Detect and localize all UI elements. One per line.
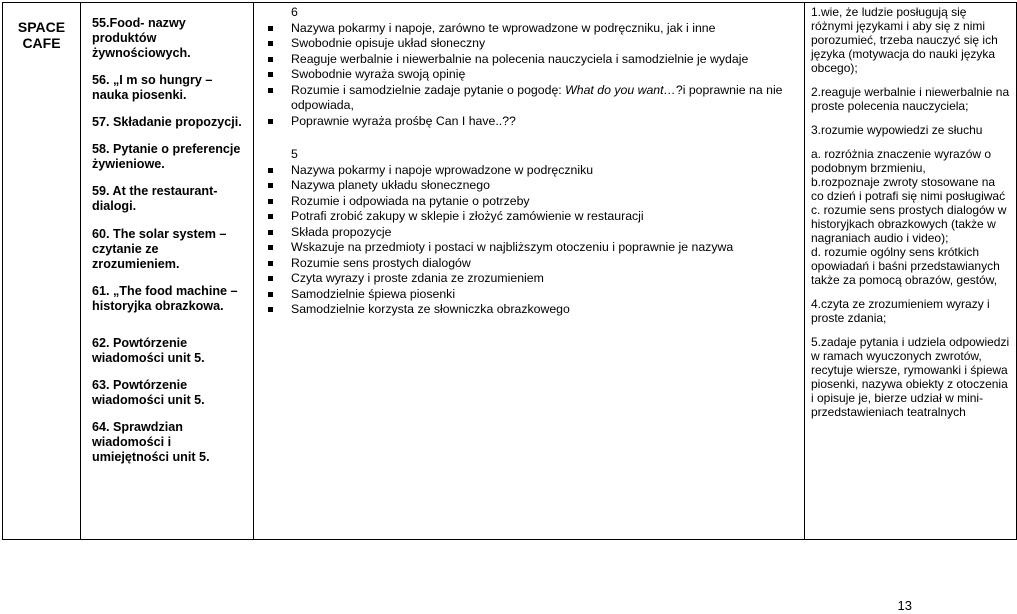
list-item: Rozumie i odpowiada na pytanie o potrzeby [266,194,796,210]
lesson-item: 63. Powtórzenie wiadomości unit 5. [92,378,205,407]
page-number: 13 [897,598,912,613]
list-item: Samodzielnie korzysta ze słowniczka obrazkowego [266,302,796,318]
lesson-item: 58. Pytanie o preferencje żywieniowe. [92,142,241,171]
list-item: Samodzielnie śpiewa piosenki [266,287,796,303]
requirement-item: 1.wie, że ludzie posługują się różnymi językami i aby się z nimi porozumieć, trzeba nauczyć się ich języka (motywacja do nauki języka obcego); [811,5,998,75]
grade-5-heading: 5 [291,147,298,161]
lesson-item: 57. Składanie propozycji. [92,115,242,129]
grade-5-list [266,163,796,318]
list-item: Swobodnie wyraża swoją opinię [266,67,796,83]
requirement-item: a. rozróżnia znaczenie wyrazów o podobnym brzmieniu, [811,147,992,175]
list-item: Nazywa pokarmy i napoje wprowadzone w podręczniku [266,163,796,179]
unit-title-cell [3,3,81,540]
requirement-item: 3.rozumie wypowiedzi ze słuchu [811,123,983,137]
lesson-item: 59. At the restaurant- dialogi. [92,184,218,213]
requirement-item: d. rozumie ogólny sens krótkich opowiadań i baśni przedstawianych także za pomocą obrazów, gestów, [811,245,1000,287]
lesson-item: 60. The solar system – czytanie ze zrozumieniem. [92,227,227,271]
lesson-item: 56. „I m so hungry – nauka piosenki. [92,73,213,102]
list-item: Potrafi zrobić zakupy w sklepie i złożyć zamówienie w restauracji [266,209,796,225]
list-item: Reaguje werbalnie i niewerbalnie na polecenia nauczyciela i samodzielnie je wydaje [266,52,796,68]
grade-6-heading: 6 [291,5,298,19]
requirement-item: b.rozpoznaje zwroty stosowane na co dzień i potrafi się nimi posługiwać [811,175,1006,203]
lesson-item: 62. Powtórzenie wiadomości unit 5. [92,336,205,365]
lesson-item: 55.Food- nazwy produktów żywnościowych. [92,16,191,60]
list-item: Nazywa pokarmy i napoje, zarówno te wprowadzone w podręczniku, jak i inne [266,21,796,37]
requirement-item: 4.czyta ze zrozumieniem wyrazy i proste zdania; [811,297,990,325]
requirement-item: c. rozumie sens prostych dialogów w historyjkach obrazkowych (także w nagraniach audio i video); [811,203,1007,245]
list-item: Poprawnie wyraża prośbę Can I have..?? [266,114,796,130]
requirements-cell [805,3,1017,540]
item-text: Rozumie i samodzielnie zadaje pytanie o pogodę: [291,82,566,97]
item-text: ?i poprawnie na nie odpowiada, [291,82,783,112]
list-item: Nazywa planety układu słonecznego [266,178,796,194]
requirement-item: 5.zadaje pytania i udziela odpowiedzi w ramach wyuczonych zwrotów, recytuje wiersze, rymowanki i śpiewa piosenki, nazywa obiekty z otoczenia i opisuje je, bierze udział w mini-przedstawieniach teatralnych [811,335,1010,419]
grade-6-list [266,21,796,130]
list-item: Czyta wyrazy i proste zdania ze zrozumieniem [266,271,796,287]
lesson-item: 61. „The food machine – historyjka obrazkowa. [92,284,238,313]
list-item: Składa propozycje [266,225,796,241]
unit-title: SPACE CAFE [17,19,66,51]
lessons-cell [81,3,254,540]
list-item [266,83,796,114]
curriculum-table [2,2,1017,540]
skills-cell [254,3,805,540]
requirement-item: 2.reaguje werbalnie i niewerbalnie na proste polecenia nauczyciela; [811,85,1010,113]
list-item: Wskazuje na przedmioty i postaci w najbliższym otoczeniu i poprawnie je nazywa [266,240,796,256]
lesson-item: 64. Sprawdzian wiadomości i umiejętności unit 5. [92,420,210,464]
item-text-italic: What do you want… [565,82,676,97]
list-item: Rozumie sens prostych dialogów [266,256,796,272]
list-item: Swobodnie opisuje układ słoneczny [266,36,796,52]
table-row [3,3,1017,540]
